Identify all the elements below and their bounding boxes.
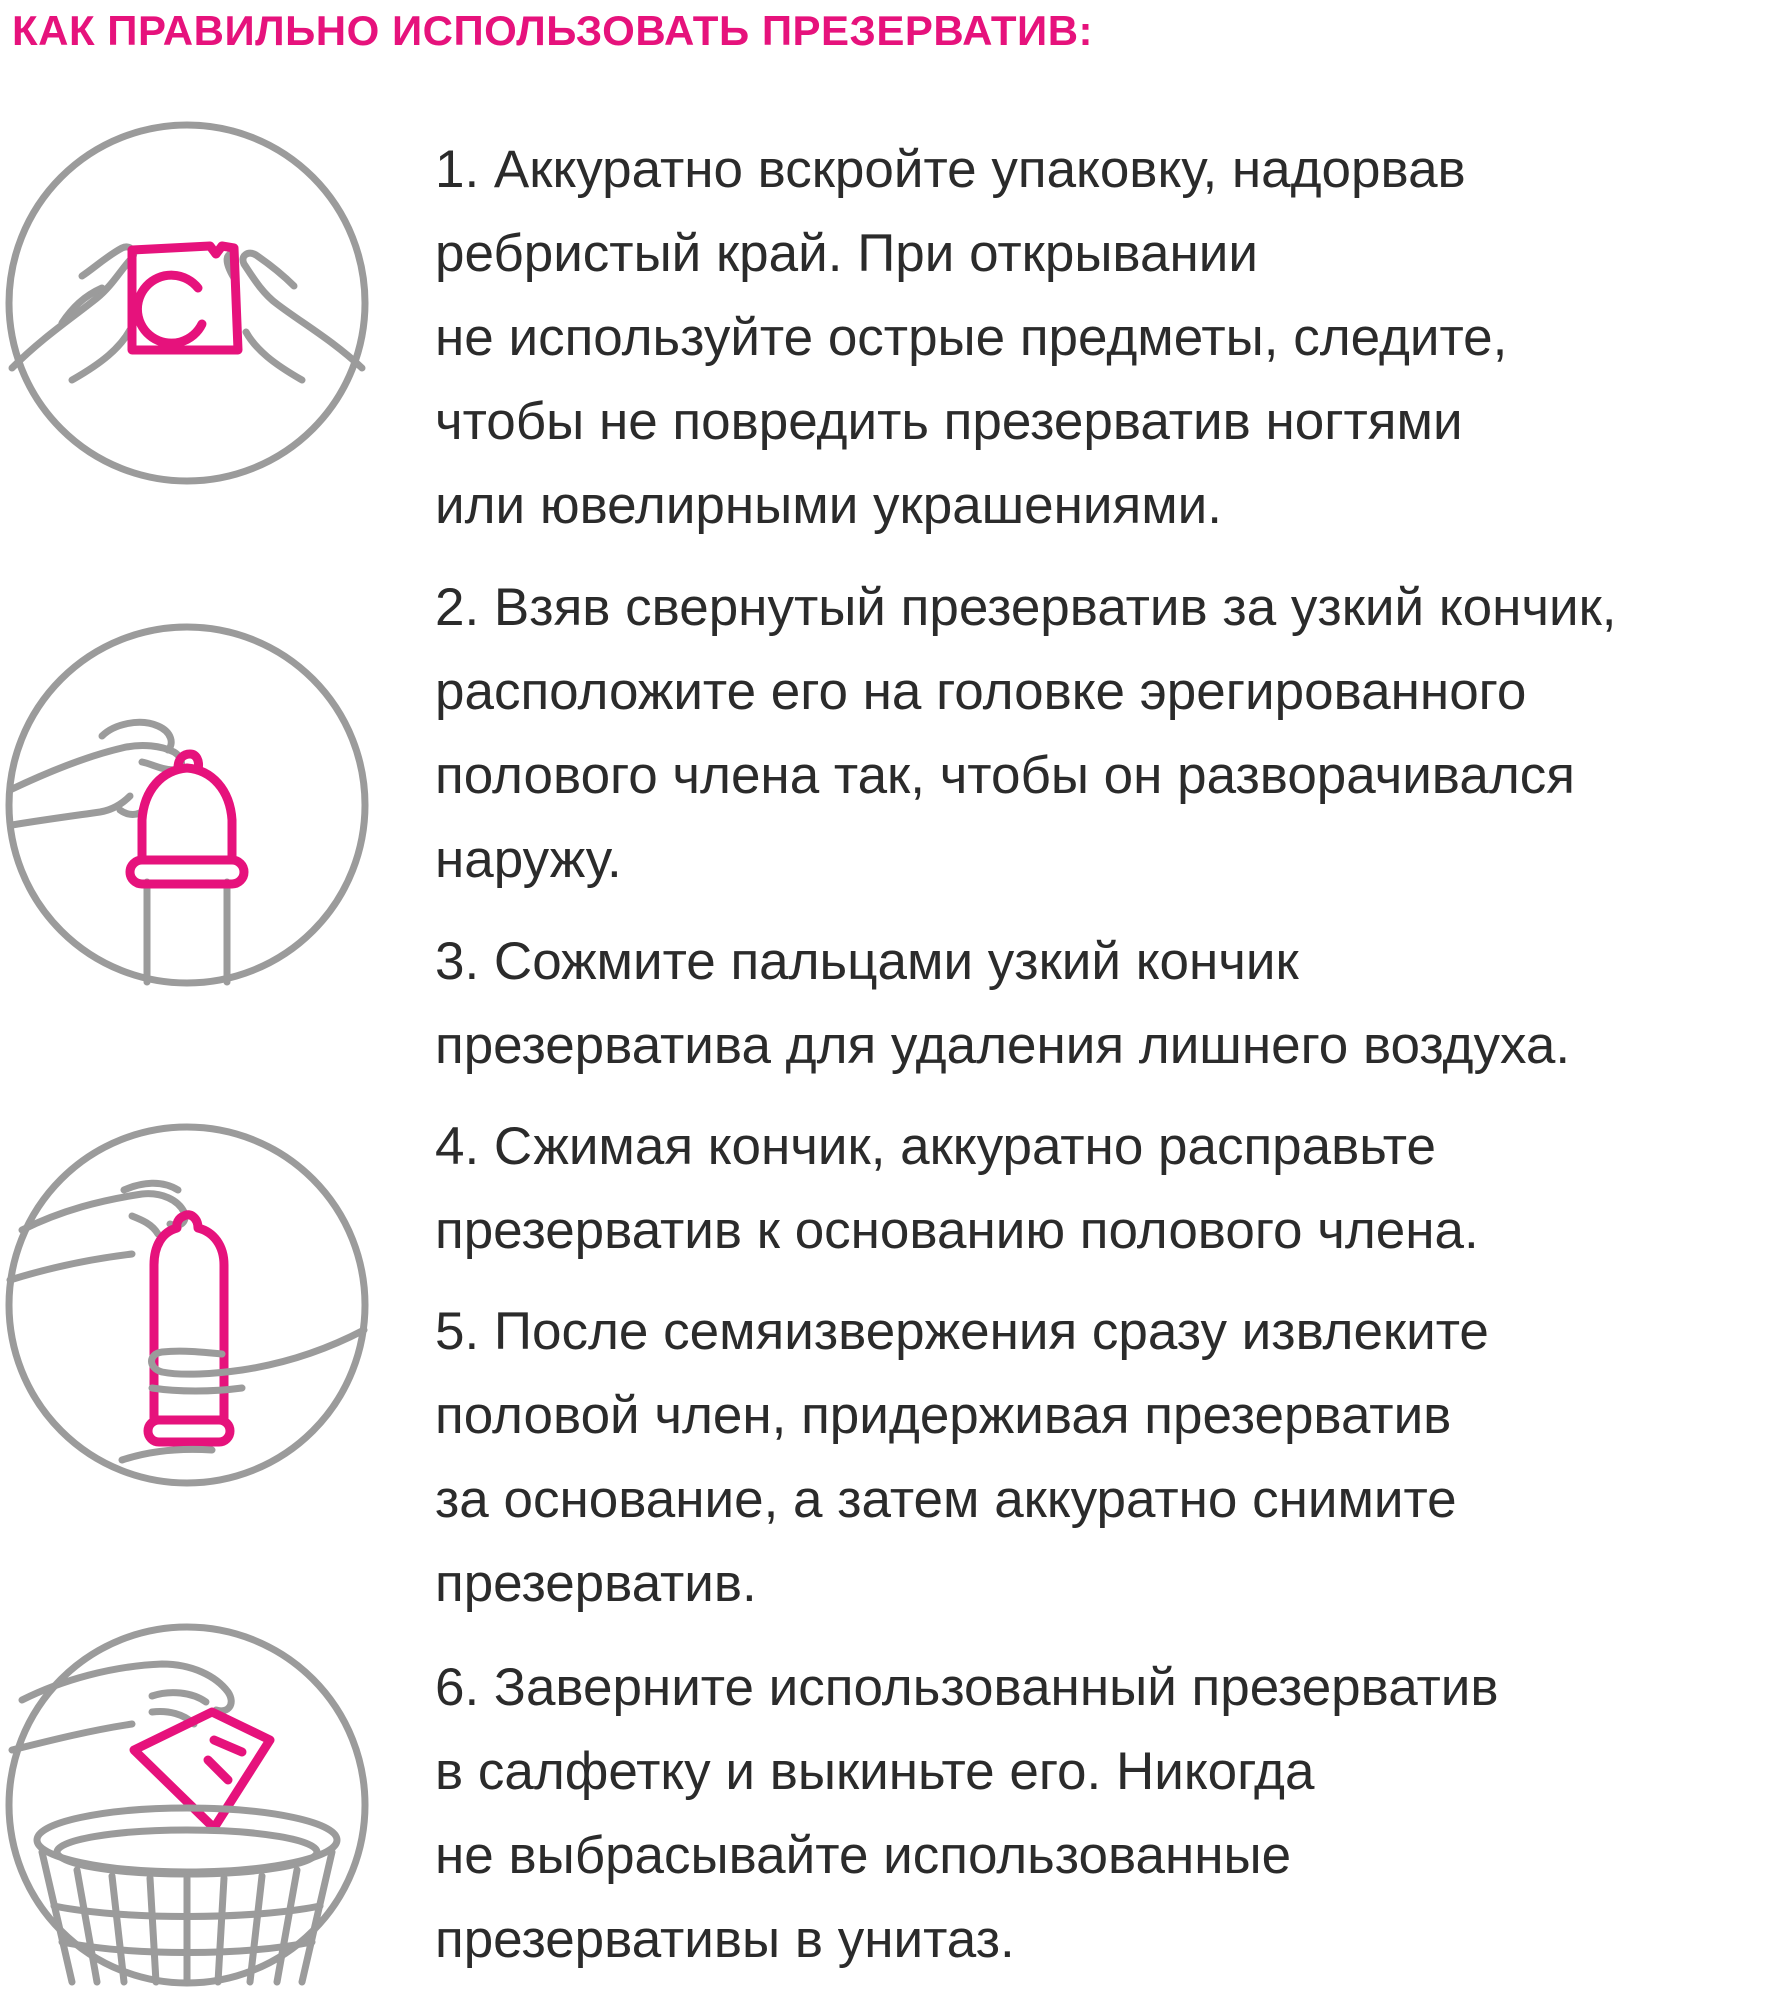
step-3-text: 3. Сожмите пальцами узкий кончик презерватива для удаления лишнего воздуха.: [435, 932, 1571, 1075]
step-2-text: 2. Взяв свернутый презерватив за узкий кончик, расположите его на головке эрегированного полового члена так, чтобы он разворачивался наружу.: [435, 578, 1617, 889]
dispose-condom-icon: [2, 1620, 372, 1990]
step-5-text: 5. После семяизвержения сразу извлеките половой член, придерживая презерватив за основание, а затем аккуратно снимите презерватив.: [435, 1302, 1489, 1613]
step-4-text: 4. Сжимая кончик, аккуратно расправьте презерватив к основанию полового члена.: [435, 1117, 1479, 1260]
unroll-condom-icon: [2, 1120, 372, 1490]
open-package-icon: [2, 118, 372, 488]
page-title: КАК ПРАВИЛЬНО ИСПОЛЬЗОВАТЬ ПРЕЗЕРВАТИВ:: [12, 7, 1094, 54]
step-1-text: 1. Аккуратно вскройте упаковку, надорвав ребристый край. При открывании не используйте острые предметы, следите, чтобы не повредить презерватив ногтями или ювелирными украшениями.: [435, 140, 1508, 535]
place-condom-icon: [2, 620, 372, 990]
step-6-text: 6. Заверните использованный презерватив в салфетку и выкиньте его. Никогда не выбрасывайте использованные презервативы в унитаз.: [435, 1658, 1499, 1969]
